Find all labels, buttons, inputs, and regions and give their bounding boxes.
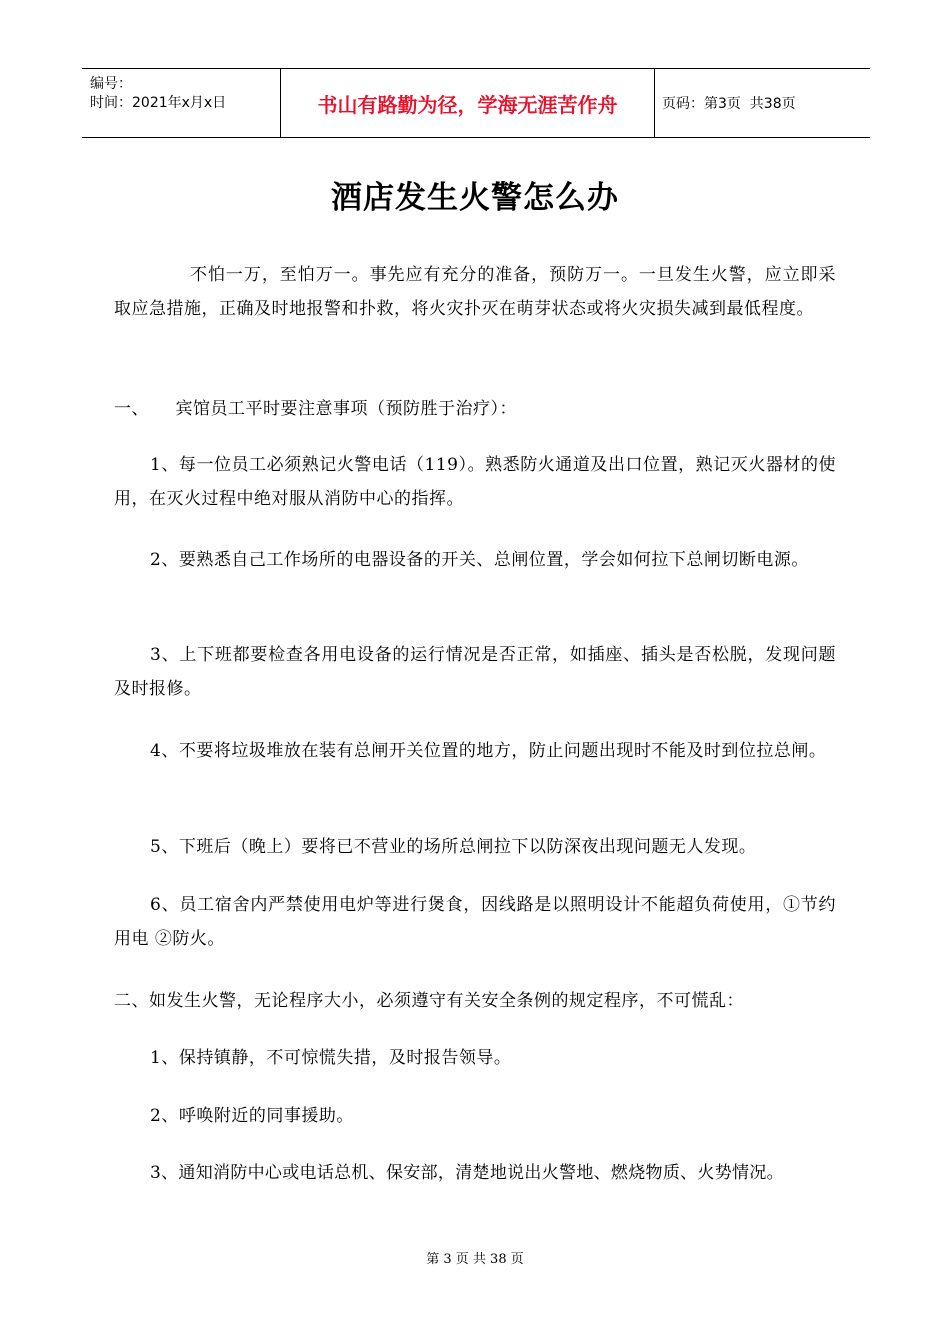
list-item-9: 3、通知消防中心或电话总机、保安部，清楚地说出火警地、燃烧物质、火势情况。 bbox=[150, 1163, 784, 1183]
header-motto: 书山有路勤为径，学海无涯苦作舟 bbox=[280, 69, 655, 137]
number-label: 编号： bbox=[90, 76, 132, 92]
page-header bbox=[82, 68, 870, 138]
list-item-5: 5、下班后（晚上）要将已不营业的场所总闸拉下以防深夜出现问题无人发现。 bbox=[150, 837, 757, 857]
header-meta bbox=[82, 69, 280, 137]
list-item-6: 6、员工宿舍内严禁使用电炉等进行煲食，因线路是以照明设计不能超负荷使用，①节约用电 ②防火。 bbox=[114, 895, 836, 949]
page-footer: 第 3 页 共 38 页 bbox=[426, 1252, 524, 1267]
list-item-8: 2、呼唤附近的同事援助。 bbox=[150, 1106, 354, 1126]
list-item-4: 4、不要将垃圾堆放在装有总闸开关位置的地方，防止问题出现时不能及时到位拉总闸。 bbox=[150, 741, 827, 761]
list-item-3: 3、上下班都要检查各用电设备的运行情况是否正常，如插座、插头是否松脱，发现问题及时报修。 bbox=[114, 645, 836, 699]
section-heading-2: 二、如发生火警，无论程序大小，必须遵守有关安全条例的规定程序，不可慌乱： bbox=[114, 991, 744, 1011]
intro-paragraph: 不怕一万，至怕万一。事先应有充分的准备，预防万一。一旦发生火警，应立即采取应急措施，正确及时地报警和扑救，将火灾扑灭在萌芽状态或将火灾损失减到最低程度。 bbox=[114, 265, 836, 319]
section-heading-1: 一、 宾馆员工平时要注意事项（预防胜于治疗）： bbox=[114, 399, 517, 419]
page-label: 页码：第3页 共38页 bbox=[662, 96, 796, 112]
list-item-2: 2、要熟悉自己工作场所的电器设备的开关、总闸位置，学会如何拉下总闸切断电源。 bbox=[150, 550, 809, 570]
list-item-7: 1、保持镇静，不可惊慌失措，及时报告领导。 bbox=[150, 1048, 512, 1068]
document-title: 酒店发生火警怎么办 bbox=[331, 180, 619, 216]
time-label: 时间：2021年x月x日 bbox=[90, 95, 227, 111]
list-item-1: 1、每一位员工必须熟记火警电话（119）。熟悉防火通道及出口位置，熟记灭火器材的使用，在灭火过程中绝对服从消防中心的指挥。 bbox=[114, 455, 836, 509]
header-page-info bbox=[662, 69, 870, 137]
